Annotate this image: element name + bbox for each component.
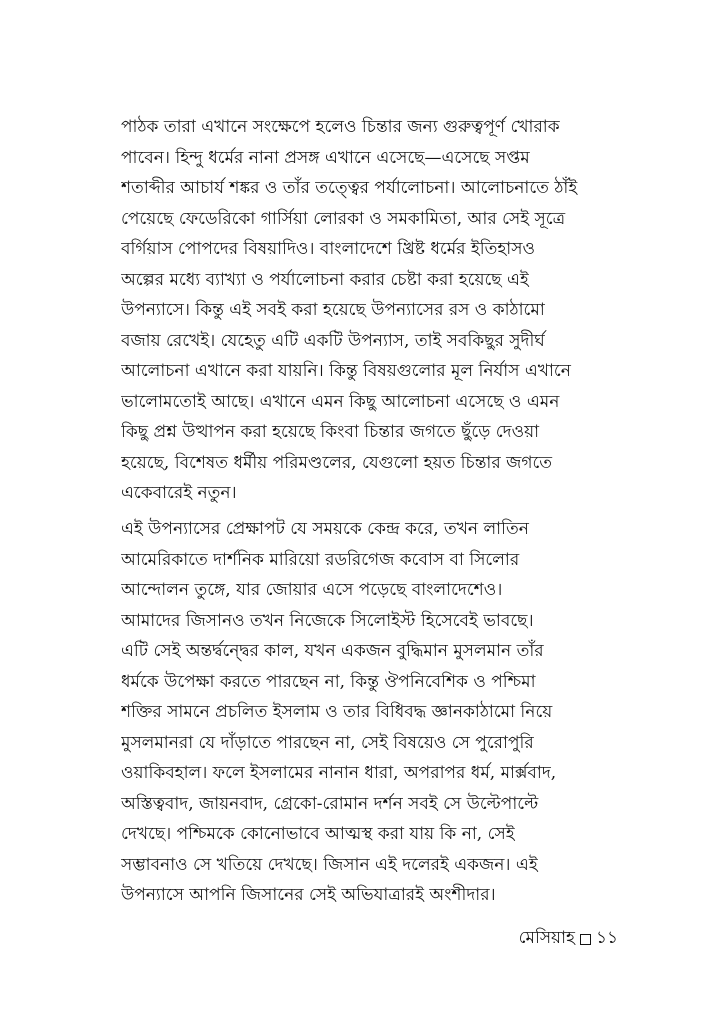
text-line: শক্তির সামনে প্রচলিত ইসলাম ও তার বিধিবদ্ধ জ্ঞানকাঠামো নিয়ে <box>121 702 553 722</box>
text-line: কিছু প্রশ্ন উত্থাপন করা হয়েছে কিংবা চিন্তার জগতে ছুঁড়ে দেওয়া <box>121 422 540 442</box>
text-line: ভালোমতোই আছে। এখানে এমন কিছু আলোচনা এসেছে ও এমন <box>121 391 560 412</box>
paragraph-1 <box>121 112 621 509</box>
text-line: এটি সেই অন্তর্দ্বন্দ্বের কাল, যখন একজন বুদ্ধিমান মুসলমান তাঁর <box>121 641 544 661</box>
text-line: শতাব্দীর আচার্য শঙ্কর ও তাঁর তত্ত্বের পর্যালোচনা। আলোচনাতে ঠাঁই <box>121 178 578 198</box>
text-line: ধর্মকে উপেক্ষা করতে পারছেন না, কিন্তু ঔপনিবেশিক ও পশ্চিমা <box>121 671 536 692</box>
text-line: ওয়াকিবহাল। ফলে ইসলামের নানান ধারা, অপরাপর ধর্ম, মার্ক্সবাদ, <box>121 763 557 783</box>
text-line: এই উপন্যাসের প্রেক্ষাপট যে সময়কে কেন্দ্র করে, তখন লাতিন <box>121 519 529 539</box>
text-line: মুসলমানরা যে দাঁড়াতে পারছেন না, সেই বিষয়েও সে পুরোপুরি <box>121 732 534 753</box>
text-line: আমেরিকাতে দার্শনিক মারিয়ো রডরিগেজ কবোস বা সিলোর <box>121 549 520 570</box>
paragraph-2 <box>121 514 621 911</box>
text-line: অস্তিত্ববাদ, জায়নবাদ, গ্রেকো-রোমান দর্শন সবই সে উল্টেপাল্টে <box>121 793 539 814</box>
text-line: পাবেন। হিন্দু ধর্মের নানা প্রসঙ্গ এখানে এসেছে—এসেছে সপ্তম <box>121 147 530 168</box>
page-number: ১১ <box>595 928 618 948</box>
text-line: পাঠক তারা এখানে সংক্ষেপে হলেও চিন্তার জন্য গুরুত্বপূর্ণ খোরাক <box>121 117 560 137</box>
book-title: মেসিয়াহ <box>518 928 575 948</box>
text-line: বর্গিয়াস পোপদের বিষয়াদিও। বাংলাদেশে খ্রিষ্ট ধর্মের ইতিহাসও <box>121 239 535 259</box>
text-line: উপন্যাসে আপনি জিসানের সেই অভিযাত্রারই অংশীদার। <box>121 885 496 905</box>
text-line: হয়েছে, বিশেষত ধর্মীয় পরিমণ্ডলের, যেগুলো হয়ত চিন্তার জগতে <box>121 452 553 473</box>
text-line: বজায় রেখেই। যেহেতু এটি একটি উপন্যাস, তাই সবকিছুর সুদীর্ঘ <box>121 330 545 351</box>
text-line: উপন্যাসে। কিন্তু এই সবই করা হয়েছে উপন্যাসের রস ও কাঠামো <box>121 300 545 320</box>
page-footer <box>519 925 618 953</box>
text-line: আমাদের জিসানও তখন নিজেকে সিলোইস্ট হিসেবেই ভাবছে। <box>121 610 534 631</box>
text-line: আলোচনা এখানে করা যায়নি। কিন্তু বিষয়গুলোর মূল নির্যাস এখানে <box>121 361 571 381</box>
text-line: পেয়েছে ফেডেরিকো গার্সিয়া লোরকা ও সমকামিতা, আর সেই সূত্রে <box>121 208 566 229</box>
text-line: একেবারেই নতুন। <box>121 483 237 503</box>
text-line: দেখছে। পশ্চিমকে কোনোভাবে আত্মস্থ করা যায় কি না, সেই <box>121 824 515 844</box>
text-line: অল্পের মধ্যে ব্যাখ্যা ও পর্যালোচনা করার চেষ্টা করা হয়েছে এই <box>121 269 529 290</box>
text-line: সম্ভাবনাও সে খতিয়ে দেখছে। জিসান এই দলেরই একজন। এই <box>121 854 538 875</box>
square-separator-icon <box>580 934 591 945</box>
text-line: আন্দোলন তুঙ্গে, যার জোয়ার এসে পড়েছে বাংলাদেশেও। <box>121 580 503 600</box>
